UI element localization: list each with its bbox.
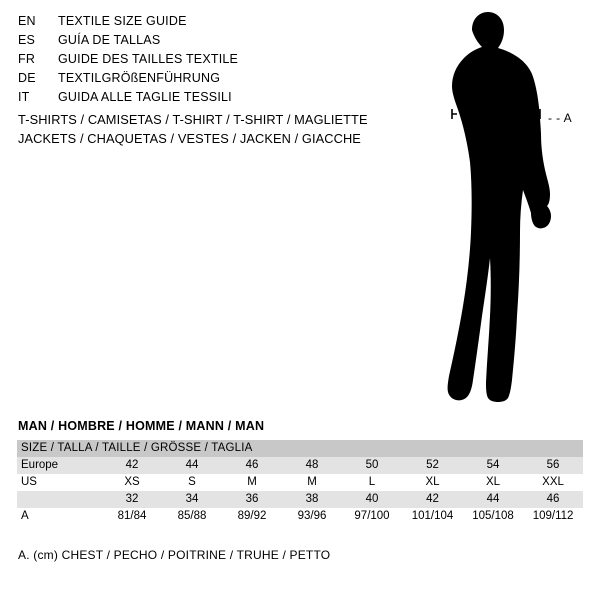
cell: M	[282, 474, 342, 491]
garment-category-tshirts: T-SHIRTS / CAMISETAS / T-SHIRT / T-SHIRT / MAGLIETTE	[18, 112, 368, 127]
cell: 42	[402, 491, 463, 508]
chest-measure-label: - - A	[548, 111, 573, 125]
table-header-row	[17, 440, 583, 457]
table-row	[17, 491, 583, 508]
measurement-footnote: A. (cm) CHEST / PECHO / POITRINE / TRUHE / PETTO	[18, 548, 331, 562]
language-title: GUIDA ALLE TAGLIE TESSILI	[58, 90, 232, 104]
row-label	[17, 491, 102, 508]
language-code: IT	[18, 90, 30, 104]
language-title: TEXTILGRÖßENFÜHRUNG	[58, 71, 221, 85]
cell: 44	[162, 457, 222, 474]
cell: 42	[102, 457, 162, 474]
language-row	[18, 33, 378, 52]
cell: 36	[222, 491, 282, 508]
row-label: A	[17, 508, 102, 525]
cell: 89/92	[222, 508, 282, 525]
garment-category-jackets: JACKETS / CHAQUETAS / VESTES / JACKEN / GIACCHE	[18, 131, 361, 146]
cell: 44	[463, 491, 523, 508]
cell: 81/84	[102, 508, 162, 525]
language-code: EN	[18, 14, 36, 28]
cell: 52	[402, 457, 463, 474]
language-title: TEXTILE SIZE GUIDE	[58, 14, 187, 28]
cell: 34	[162, 491, 222, 508]
body-silhouette-figure	[400, 8, 600, 408]
cell: 56	[523, 457, 583, 474]
cell: 48	[282, 457, 342, 474]
cell: 54	[463, 457, 523, 474]
row-label: US	[17, 474, 102, 491]
cell: 101/104	[402, 508, 463, 525]
gender-label: MAN / HOMBRE / HOMME / MANN / MAN	[18, 419, 265, 433]
language-code: DE	[18, 71, 36, 85]
table-row	[17, 508, 583, 525]
cell: 93/96	[282, 508, 342, 525]
cell: 105/108	[463, 508, 523, 525]
cell: 109/112	[523, 508, 583, 525]
language-row	[18, 90, 378, 109]
size-table	[17, 440, 583, 525]
cell: 50	[342, 457, 402, 474]
cell: 38	[282, 491, 342, 508]
cell: 46	[523, 491, 583, 508]
table-row	[17, 457, 583, 474]
cell: 46	[222, 457, 282, 474]
cell: 85/88	[162, 508, 222, 525]
language-row	[18, 52, 378, 71]
cell: L	[342, 474, 402, 491]
cell: S	[162, 474, 222, 491]
cell: XS	[102, 474, 162, 491]
male-silhouette-icon	[400, 8, 600, 408]
language-title: GUÍA DE TALLAS	[58, 33, 161, 47]
cell: XL	[463, 474, 523, 491]
language-header-block	[18, 14, 378, 109]
language-row	[18, 14, 378, 33]
language-title: GUIDE DES TAILLES TEXTILE	[58, 52, 239, 66]
cell: 32	[102, 491, 162, 508]
cell: 40	[342, 491, 402, 508]
cell: XXL	[523, 474, 583, 491]
garment-category-block	[18, 110, 418, 148]
language-row	[18, 71, 378, 90]
cell: XL	[402, 474, 463, 491]
language-code: FR	[18, 52, 36, 66]
language-code: ES	[18, 33, 36, 47]
table-row	[17, 474, 583, 491]
cell: M	[222, 474, 282, 491]
cell: 97/100	[342, 508, 402, 525]
row-label: Europe	[17, 457, 102, 474]
table-header-label: SIZE / TALLA / TAILLE / GRÖSSE / TAGLIA	[17, 440, 583, 457]
